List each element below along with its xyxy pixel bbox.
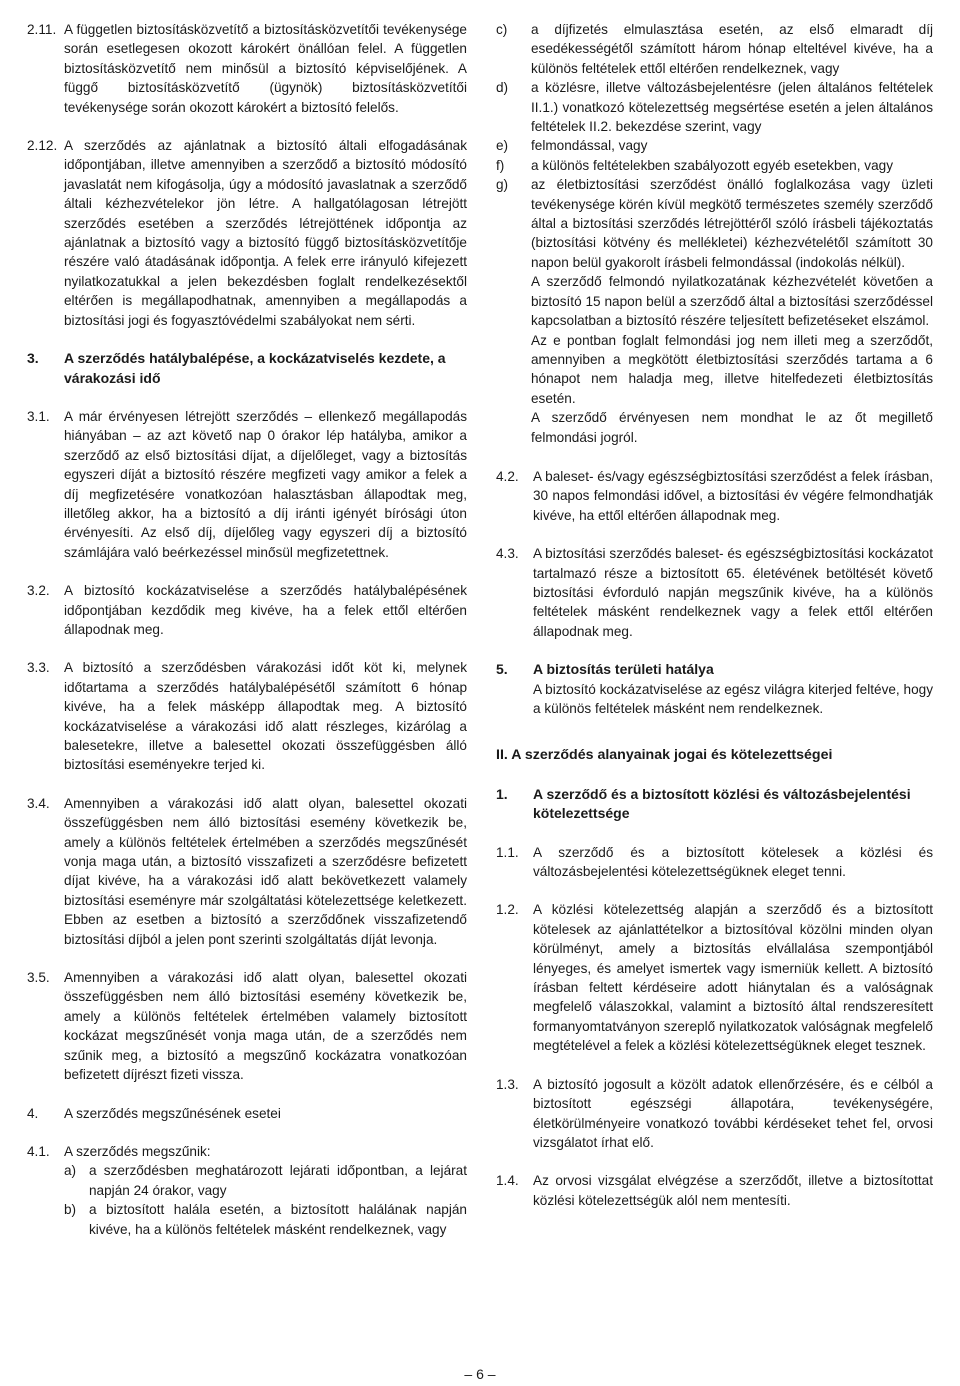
section-3-3 bbox=[27, 658, 467, 774]
section-text: A szerződő és a biztosított kötelesek a közlési és változásbejelentési kötelezettségüknek eleget tenni. bbox=[533, 844, 933, 880]
indent-spacer bbox=[496, 680, 533, 719]
list-item-g bbox=[496, 175, 933, 447]
list-letter: e) bbox=[496, 138, 509, 154]
indent-spacer bbox=[27, 1161, 64, 1239]
list-text: a díjfizetés elmulasztása esetén, az első elmaradt díj esedékességétől számított három hónap elteltével kivéve, ha a különös feltételek ettől eltérően rendelkeznek, vagy bbox=[531, 22, 933, 76]
list-letter: c) bbox=[496, 22, 508, 37]
section-number: 3.2. bbox=[27, 583, 50, 599]
section-3-2 bbox=[27, 581, 467, 639]
section-number: 1.3. bbox=[496, 1076, 519, 1092]
list-container bbox=[64, 1161, 467, 1239]
section-number: 4.1. bbox=[27, 1143, 50, 1159]
section-number: 1.1. bbox=[496, 844, 519, 860]
section-4-1 bbox=[27, 1142, 467, 1161]
section-number: 3.4. bbox=[27, 795, 50, 811]
heading-text: A szerződés megszűnésének esetei bbox=[64, 1105, 281, 1121]
list-text: a különös feltételekben szabályozott egyéb esetekben, vagy bbox=[531, 157, 893, 173]
section-number: 3.3. bbox=[27, 660, 50, 676]
list-letter: b) bbox=[64, 1202, 77, 1218]
list-text: felmondással, vagy bbox=[531, 138, 648, 154]
list-text-continued: A szerződő felmondó nyilatkozatának kézhezvételét követően a biztosító 15 napon belül a szerződő által a biztosítási szerződéssel kapcsolatban a biztosító részére teljesített befizetéseket elszámol. bbox=[531, 274, 933, 329]
section-text: A biztosító kockázatviselése az egész világra kiterjed feltéve, hogy a különös feltételek másként nem rendelkeznek. bbox=[533, 681, 933, 716]
chapter-heading: II. A szerződés alanyainak jogai és kötelezettségei bbox=[496, 747, 833, 764]
list-letter: d) bbox=[496, 80, 509, 96]
heading-text: A biztosítás területi hatálya bbox=[533, 661, 714, 678]
heading-5 bbox=[496, 660, 933, 679]
right-column bbox=[496, 20, 933, 1210]
section-text: Amennyiben a várakozási idő alatt olyan, balesettel okozati összefüggésben nem álló biztosítási esemény következik be, amely a különös feltételek értelmében valamely biztosított kockázat megszűnését vonja maga után, de a szerződés nem szűnik meg, a biztosító a megszűnő kockázatra vonatkozóan befizetett díjrészt fizeti vissza. bbox=[64, 970, 467, 1083]
section-4-3 bbox=[496, 544, 933, 641]
section-1-4 bbox=[496, 1171, 933, 1210]
section-text: Az orvosi vizsgálat elvégzése a szerződőt, illetve a biztosítottat közlési kötelezettségük alól nem mentesíti. bbox=[533, 1173, 933, 1208]
heading-number: 4. bbox=[27, 1105, 39, 1121]
list-item-c bbox=[496, 20, 933, 78]
section-number: 2.12. bbox=[27, 138, 58, 154]
section-number: 1.2. bbox=[496, 902, 519, 918]
list-text-block bbox=[531, 175, 933, 447]
left-column bbox=[27, 20, 467, 1239]
heading-1 bbox=[496, 785, 933, 824]
section-text: A biztosító jogosult a közölt adatok ellenőrzésére, és e célból a biztosított egészségi állapotára, tevékenységére, életkörülményeire vonatkozó további kérdéseket tehet fel, orvosi vizsgálatot írhat elő. bbox=[533, 1076, 933, 1150]
list-text: a szerződésben meghatározott lejárati időpontban, a lejárat napján 24 órakor, vagy bbox=[89, 1163, 467, 1198]
page-number: – 6 – bbox=[464, 1366, 496, 1382]
heading-text: A szerződés hatálybalépése, a kockázatviselés kezdete, a várakozási idő bbox=[64, 350, 446, 386]
section-text: A már érvényesen létrejött szerződés – ellenkező megállapodás hiányában – az azt követő nap 0 órakor lép hatályba, amikor a szerződő az első biztosítási díjat, a díjelőleget, vagy a biztosítás egyszeri díját a biztosító részére megfizeti vagy amikor a felek a díj megfizetésére vonatkozóan halasztásban állapodtak meg, illetőleg akkor, ha a biztosító a díj iránti igényét bírósági úton érvényesíti. Az első díj, díjelőleg vagy egyszeri díj a biztosító számlájára való beérkezéssel minősül megfizetettnek. bbox=[64, 408, 467, 560]
section-2-12 bbox=[27, 136, 467, 330]
heading-number: 1. bbox=[496, 785, 508, 802]
heading-text: A szerződő és a biztosított közlési és változásbejelentési kötelezettsége bbox=[533, 785, 911, 822]
section-1-3 bbox=[496, 1075, 933, 1153]
list-text: az életbiztosítási szerződést önálló foglalkozása vagy üzleti tevékenysége körén kívül megkötő természetes személy szerződő által a biztosítási szerződés létrejöttéről szóló írásbeli tájékoztatás (biztosítási kötvény és mellékletei) kézhezvételétől számított 30 napon belül gyakorolt írásbeli felmondással (indokolás nélkül). bbox=[531, 177, 933, 270]
section-text: Amennyiben a várakozási idő alatt olyan, balesettel okozati összefüggésben nem álló biztosítási esemény következik be, amely a különös feltételek értelmében a szerződés megszűnését vonja maga után, a biztosító visszafizeti a szerződésre befizetett díjat kivéve, ha a várakozási idő alatt bekövetkezett valamely biztosítási eseményre már szolgáltatási kötelezettsége keletkezett. Ebben az esetben a biztosító a szerződőnek visszafizetendő biztosítási díjból a jelen pont szerinti szolgáltatás díját levonja. bbox=[64, 795, 467, 947]
section-text: A közlési kötelezettség alapján a szerződő és a biztosított kötelesek az ajánlattételkor a biztosítóval közölni minden olyan körülményt, amely a biztosítás elvállalása szempontjából lényeges, és amelyet ismertek vagy ismerniük kellett. A biztosító írásban feltett kérdéseire adott hiánytalan és a valóságnak megfelelő válaszokkal, valamint a biztosító által rendszeresített formanyomtatványon szereplő nyilatkozatok valóságnak megfelelő megtételével a felek a közlési kötelezettségüknek eleget tesznek. bbox=[533, 902, 933, 1054]
list-letter: a) bbox=[64, 1163, 77, 1179]
list-item-e bbox=[496, 136, 933, 155]
list-letter: f) bbox=[496, 157, 505, 173]
section-text: A szerződés az ajánlatnak a biztosító általi elfogadásának időpontjában, illetve amennyiben a szerződő a biztosító módosító javaslatát nem kifogásolja, úgy a módosító javaslatnak a szerződő általi kézhezvételekor jön létre. A hallgatólagosan létrejött szerződés esetében a szerződés létrejöttének időpontja az ajánlatnak a biztosító vagy a biztosító függő biztosításközvetítője részére való átadásának időpontja. A felek erre irányuló kifejezett nyilatkozatukkal a jelen bekezdésben foglalt rendelkezésektől eltérően is megállapodhatnak, amennyiben a megállapodás a biztosítási jogi és fogyasztóvédelmi szabályokat nem sérti. bbox=[64, 138, 467, 328]
section-number: 3.1. bbox=[27, 408, 50, 424]
list-item-b bbox=[64, 1200, 467, 1239]
section-text: A biztosító kockázatviselése a szerződés hatálybalépésének időpontjában kezdődik meg kivéve, ha a felek ettől eltérően állapodnak meg. bbox=[64, 583, 467, 637]
heading-number: 5. bbox=[496, 661, 508, 678]
heading-4 bbox=[27, 1104, 467, 1123]
section-5-body bbox=[496, 680, 933, 719]
list-letter: g) bbox=[496, 177, 509, 193]
section-text: A baleset- és/vagy egészségbiztosítási szerződést a felek írásban, 30 napos felmondási idővel, a biztosítási év végére felmondhatják kivéve, ha ettől eltérően állapodnak meg. bbox=[533, 468, 933, 523]
section-text: A biztosító a szerződésben várakozási időt köt ki, melynek időtartama a szerződés hatálybalépésétől számított 6 hónap kivéve, ha a felek másképp állapodtak meg. A biztosító kockázatviselése a várakozási idő alatt részleges, kizárólag a balesetekre, illetve a balesettel okozati összefüggésben álló biztosítási eseményekre terjed ki. bbox=[64, 660, 467, 773]
list-text: a közlésre, illetve változásbejelentésre (jelen általános feltételek II.1.) vonatkozó kötelezettség megsértése esetén a jelen általános feltételek II.2. bekezdése szerint, vagy bbox=[531, 80, 933, 135]
section-1-2 bbox=[496, 900, 933, 1055]
list-item-f bbox=[496, 156, 933, 175]
section-number: 2.11. bbox=[27, 22, 57, 37]
list-item-d bbox=[496, 78, 933, 136]
heading-number: 3. bbox=[27, 350, 39, 367]
section-2-11 bbox=[27, 20, 467, 117]
section-1-1 bbox=[496, 843, 933, 882]
section-number: 1.4. bbox=[496, 1173, 519, 1189]
section-text: A független biztosításközvetítő a biztosításközvetítői tevékenysége során esetlegesen okozott károkért önállóan felel. A független biztosításközvetítő nem minősül a biztosító képviselőjének. A függő biztosításközvetítő (ügynök) biztosításközvetítői tevékenysége során okozott károkért a biztosító felelős. bbox=[64, 22, 467, 115]
list-text: a biztosított halála esetén, a biztosított halálának napján kivéve, ha a különös feltételek másként rendelkeznek, vagy bbox=[89, 1202, 467, 1237]
list-item-a bbox=[64, 1161, 467, 1200]
list-text-continued: Az e pontban foglalt felmondási jog nem illeti meg a szerződőt, amennyiben a megkötött életbiztosítási szerződés tartama a 6 hónapot nem haladja meg, illetve hitelfedezeti életbiztosítás esetén. bbox=[531, 332, 933, 406]
section-text: A biztosítási szerződés baleset- és egészségbiztosítási kockázatot tartalmazó része a biztosított 65. életévének betöltését követő biztosítási évforduló napján megszűnik kivéve, ha a különös feltételek másként rendelkeznek vagy a felek ettől eltérően állapodnak meg. bbox=[533, 546, 933, 639]
section-3-4 bbox=[27, 794, 467, 949]
section-number: 4.3. bbox=[496, 546, 519, 562]
heading-3 bbox=[27, 349, 467, 388]
section-4-1-list bbox=[27, 1161, 467, 1239]
section-number: 4.2. bbox=[496, 468, 519, 484]
section-4-2 bbox=[496, 467, 933, 525]
list-text-continued: A szerződő érvényesen nem mondhat le az őt megillető felmondási jogról. bbox=[531, 410, 933, 445]
section-text: A szerződés megszűnik: bbox=[64, 1143, 211, 1159]
section-3-5 bbox=[27, 968, 467, 1084]
section-3-1 bbox=[27, 407, 467, 562]
section-number: 3.5. bbox=[27, 970, 50, 986]
